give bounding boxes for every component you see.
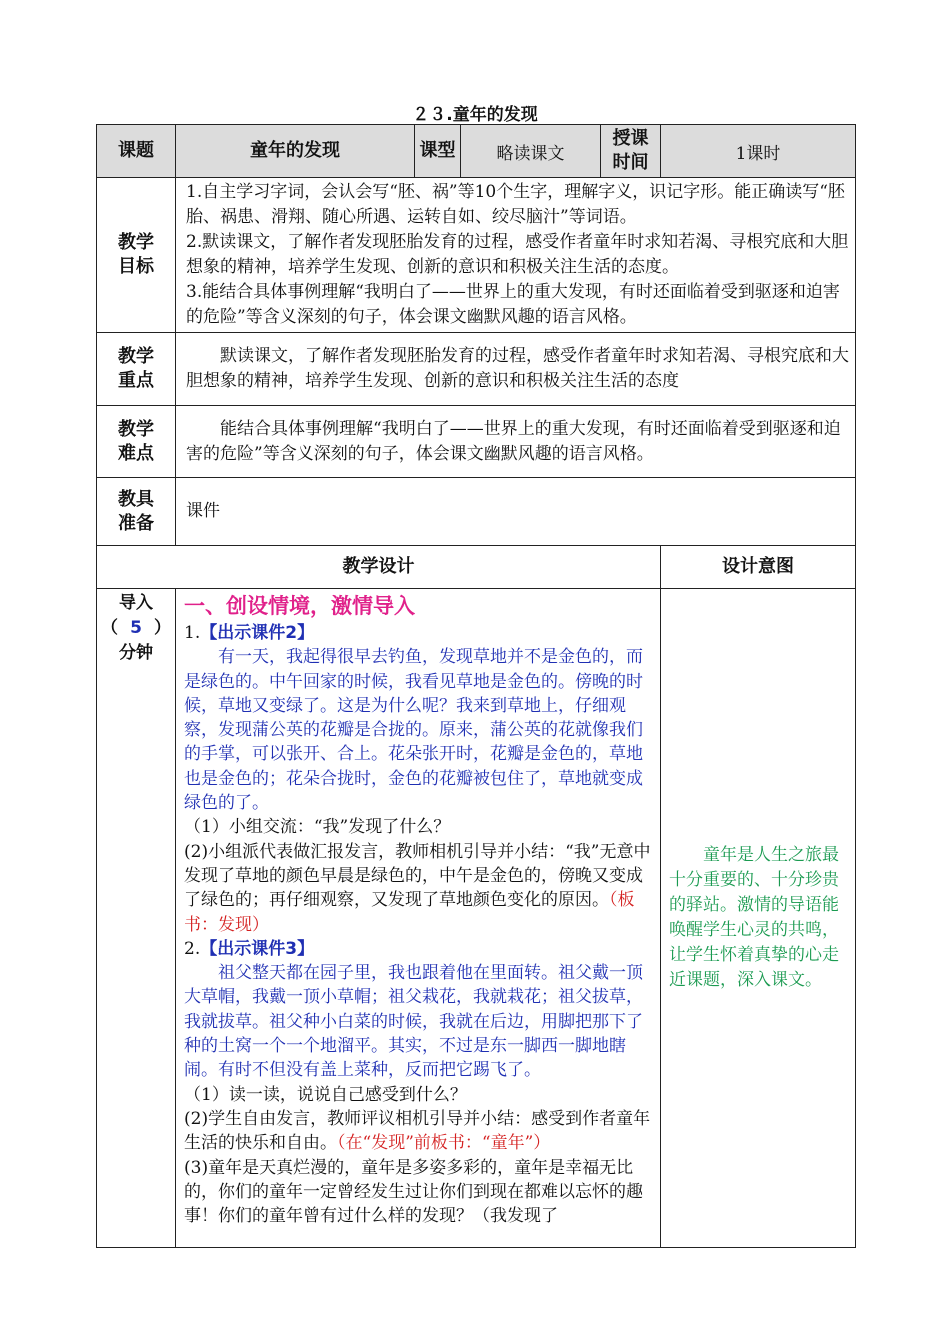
key-points-row bbox=[97, 333, 856, 406]
step1-tag: 【出示课件2】 bbox=[200, 623, 315, 643]
goals-content bbox=[176, 178, 856, 333]
type-label: 课型 bbox=[415, 125, 461, 178]
stage-name: 导入 bbox=[119, 593, 153, 613]
stage-unit: 分钟 bbox=[119, 643, 153, 663]
design-content bbox=[176, 589, 661, 1248]
goals-label: 教学目标 bbox=[97, 178, 176, 333]
type-value: 略读课文 bbox=[461, 125, 601, 178]
key-points-content: 默读课文，了解作者发现胚胎发育的过程，感受作者童年时求知若渴、寻根究底和大胆想象的精神，培养学生发现、创新的意识和积极关注生活的态度 bbox=[176, 333, 856, 406]
step2-num: 2. bbox=[184, 938, 201, 959]
step2-question1: （1）读一读，说说自己感受到什么？ bbox=[184, 1084, 467, 1105]
header-row bbox=[97, 125, 856, 178]
stage-label bbox=[97, 589, 176, 1248]
lesson-plan-table bbox=[96, 124, 856, 1248]
key-points-label: 教学重点 bbox=[97, 333, 176, 406]
step2-passage: 祖父整天都在园子里，我也跟着他在里面转。祖父戴一顶大草帽，我戴一顶小草帽；祖父栽花，我就栽花；祖父拔草，我就拔草。祖父种小白菜的时候，我就在后边，用脚把那下了种的土窝一个一个地溜平。其实，不过是东一脚西一脚地瞎闹。有时不但没有盖上菜种，反而把它踢飞了。 bbox=[184, 963, 643, 1081]
step1-board-note: （板书：发现） bbox=[184, 890, 635, 935]
step1-summary: (2)小组派代表做汇报发言，教师相机引导并小结：“我”无意中发现了草地的颜色早晨是绿色的，中午是金色的，傍晚又变成了绿色的；再仔细观察，又发现了草地颜色变化的原因。 bbox=[184, 841, 651, 911]
step1-question1: （1）小组交流：“我”发现了什么？ bbox=[184, 817, 451, 838]
design-intent-text: 童年是人生之旅最十分重要的、十分珍贵的驿站。激情的导语能唤醒学生心灵的共鸣，让学生怀着真挚的心走近课题，深入课文。 bbox=[661, 589, 856, 1248]
design-header-row bbox=[97, 546, 856, 589]
step1-num: 1. bbox=[184, 623, 201, 643]
tools-content: 课件 bbox=[176, 478, 856, 546]
topic-value: 童年的发现 bbox=[176, 125, 415, 178]
difficulties-content: 能结合具体事例理解“我明白了——世界上的重大发现，有时还面临着受到驱逐和迫害的危险”等含义深刻的句子，体会课文幽默风趣的语言风格。 bbox=[176, 406, 856, 478]
stage-minutes bbox=[97, 616, 175, 641]
step1-question2 bbox=[184, 840, 658, 937]
tools-label: 教具准备 bbox=[97, 478, 176, 546]
step1-heading bbox=[184, 621, 658, 645]
paren-open: （ bbox=[101, 618, 118, 638]
step2-summary: (2)学生自由发言，教师评议相机引导并小结：感受到作者童年生活的快乐和自由。 bbox=[184, 1108, 651, 1154]
difficulties-row bbox=[97, 406, 856, 478]
intro-row bbox=[97, 589, 856, 1248]
step1-passage: 有一天，我起得很早去钓鱼，发现草地并不是金色的，而是绿色的。中午回家的时候，我看见草地是金色的。傍晚的时候，草地又变绿了。这是为什么呢？我来到草地上，仔细观察，发现蒲公英的花瓣是合拢的。原来，蒲公英的花就像我们的手掌，可以张开、合上。花朵张开时，花瓣是金色的，草地也是金色的；花朵合拢时，金色的花瓣被包住了，草地就变成绿色的了。 bbox=[184, 647, 643, 814]
step2-tag: 【出示课件3】 bbox=[200, 938, 315, 959]
step2-board-note: （在“发现”前板书：“童年”） bbox=[337, 1133, 551, 1154]
hours-label: 授课时间 bbox=[601, 125, 661, 178]
document-title: ２３.童年的发现 bbox=[412, 105, 538, 125]
goal-item: 3.能结合具体事例理解“我明白了——世界上的重大发现，有时还面临着受到驱逐和迫害的危险”等含义深刻的句子，体会课文幽默风趣的语言风格。 bbox=[186, 282, 840, 327]
stage-minutes-value: 5 bbox=[130, 618, 142, 638]
intent-header: 设计意图 bbox=[661, 546, 856, 589]
difficulties-label: 教学难点 bbox=[97, 406, 176, 478]
step2-question2 bbox=[184, 1107, 658, 1156]
goals-row bbox=[97, 178, 856, 333]
tools-row bbox=[97, 478, 856, 546]
goal-item: 1.自主学习字词，会认会写“胚、祸”等10个生字，理解字义，识记字形。能正确读写“胚胎、祸患、滑翔、随心所遇、运转自如、绞尽脑汁”等词语。 bbox=[186, 182, 845, 227]
step2-question3: (3)童年是天真烂漫的，童年是多姿多彩的，童年是幸福无比的，你们的童年一定曾经发生过让你们到现在都难以忘怀的趣事！你们的童年曾有过什么样的发现？（我发现了 bbox=[184, 1157, 643, 1227]
hours-value: 1课时 bbox=[661, 125, 856, 178]
step2-heading bbox=[184, 937, 658, 961]
paren-close: ） bbox=[154, 618, 171, 638]
goal-item: 2.默读课文，了解作者发现胚胎发育的过程，感受作者童年时求知若渴、寻根究底和大胆想象的精神，培养学生发现、创新的意识和积极关注生活的态度。 bbox=[186, 232, 849, 277]
design-header: 教学设计 bbox=[97, 546, 661, 589]
section-title: 一、创设情境，激情导入 bbox=[184, 594, 415, 618]
topic-label: 课题 bbox=[97, 125, 176, 178]
